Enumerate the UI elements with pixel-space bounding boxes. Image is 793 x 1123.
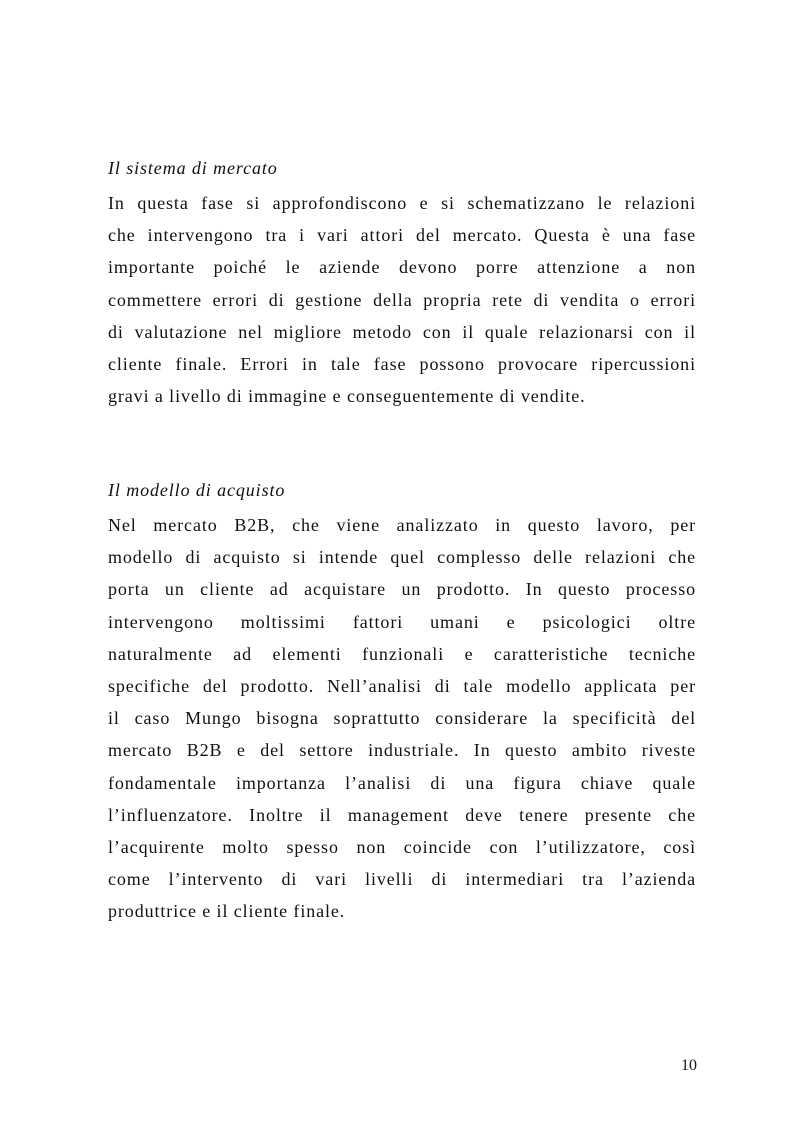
paragraph-line: di valutazione nel migliore metodo con il quale relazionarsi con il xyxy=(108,321,696,342)
paragraph-line: importante poiché le aziende devono porre attenzione a non xyxy=(108,257,696,278)
paragraph-line: produttrice e il cliente finale. xyxy=(108,901,346,922)
page-number: 10 xyxy=(681,1057,697,1074)
paragraph-line: intervengono moltissimi fattori umani e psicologici oltre xyxy=(108,611,696,632)
paragraph-line: fondamentale importanza l’analisi di una figura chiave quale xyxy=(108,772,696,793)
paragraph-line: il caso Mungo bisogna soprattutto considerare la specificità del xyxy=(108,708,696,729)
paragraph-line: mercato B2B e del settore industriale. In questo ambito riveste xyxy=(108,740,696,761)
paragraph-line: cliente finale. Errori in tale fase possono provocare ripercussioni xyxy=(108,353,696,374)
paragraph-line: modello di acquisto si intende quel complesso delle relazioni che xyxy=(108,547,696,568)
paragraph-line: che intervengono tra i vari attori del mercato. Questa è una fase xyxy=(108,225,696,246)
paragraph-line: come l’intervento di vari livelli di intermediari tra l’azienda xyxy=(108,869,696,890)
section-paragraph xyxy=(108,187,696,412)
paragraph-line: l’influenzatore. Inoltre il management deve tenere presente che xyxy=(108,804,696,825)
paragraph-line: gravi a livello di immagine e conseguentemente di vendite. xyxy=(108,386,586,407)
paragraph-line: commettere errori di gestione della propria rete di vendita o errori xyxy=(108,289,696,310)
section-paragraph xyxy=(108,509,696,927)
section-heading: Il modello di acquisto xyxy=(108,480,286,500)
section-heading: Il sistema di mercato xyxy=(108,158,278,178)
section-purchase-model xyxy=(108,478,696,927)
paragraph-line: In questa fase si approfondiscono e si schematizzano le relazioni xyxy=(108,193,696,213)
paragraph-line: Nel mercato B2B, che viene analizzato in questo lavoro, per xyxy=(108,515,696,535)
paragraph-line: naturalmente ad elementi funzionali e caratteristiche tecniche xyxy=(108,643,696,664)
paragraph-line: l’acquirente molto spesso non coincide con l’utilizzatore, così xyxy=(108,836,696,857)
paragraph-line: porta un cliente ad acquistare un prodotto. In questo processo xyxy=(108,579,696,600)
paragraph-line: specifiche del prodotto. Nell’analisi di tale modello applicata per xyxy=(108,675,696,696)
section-market-system xyxy=(108,156,696,412)
